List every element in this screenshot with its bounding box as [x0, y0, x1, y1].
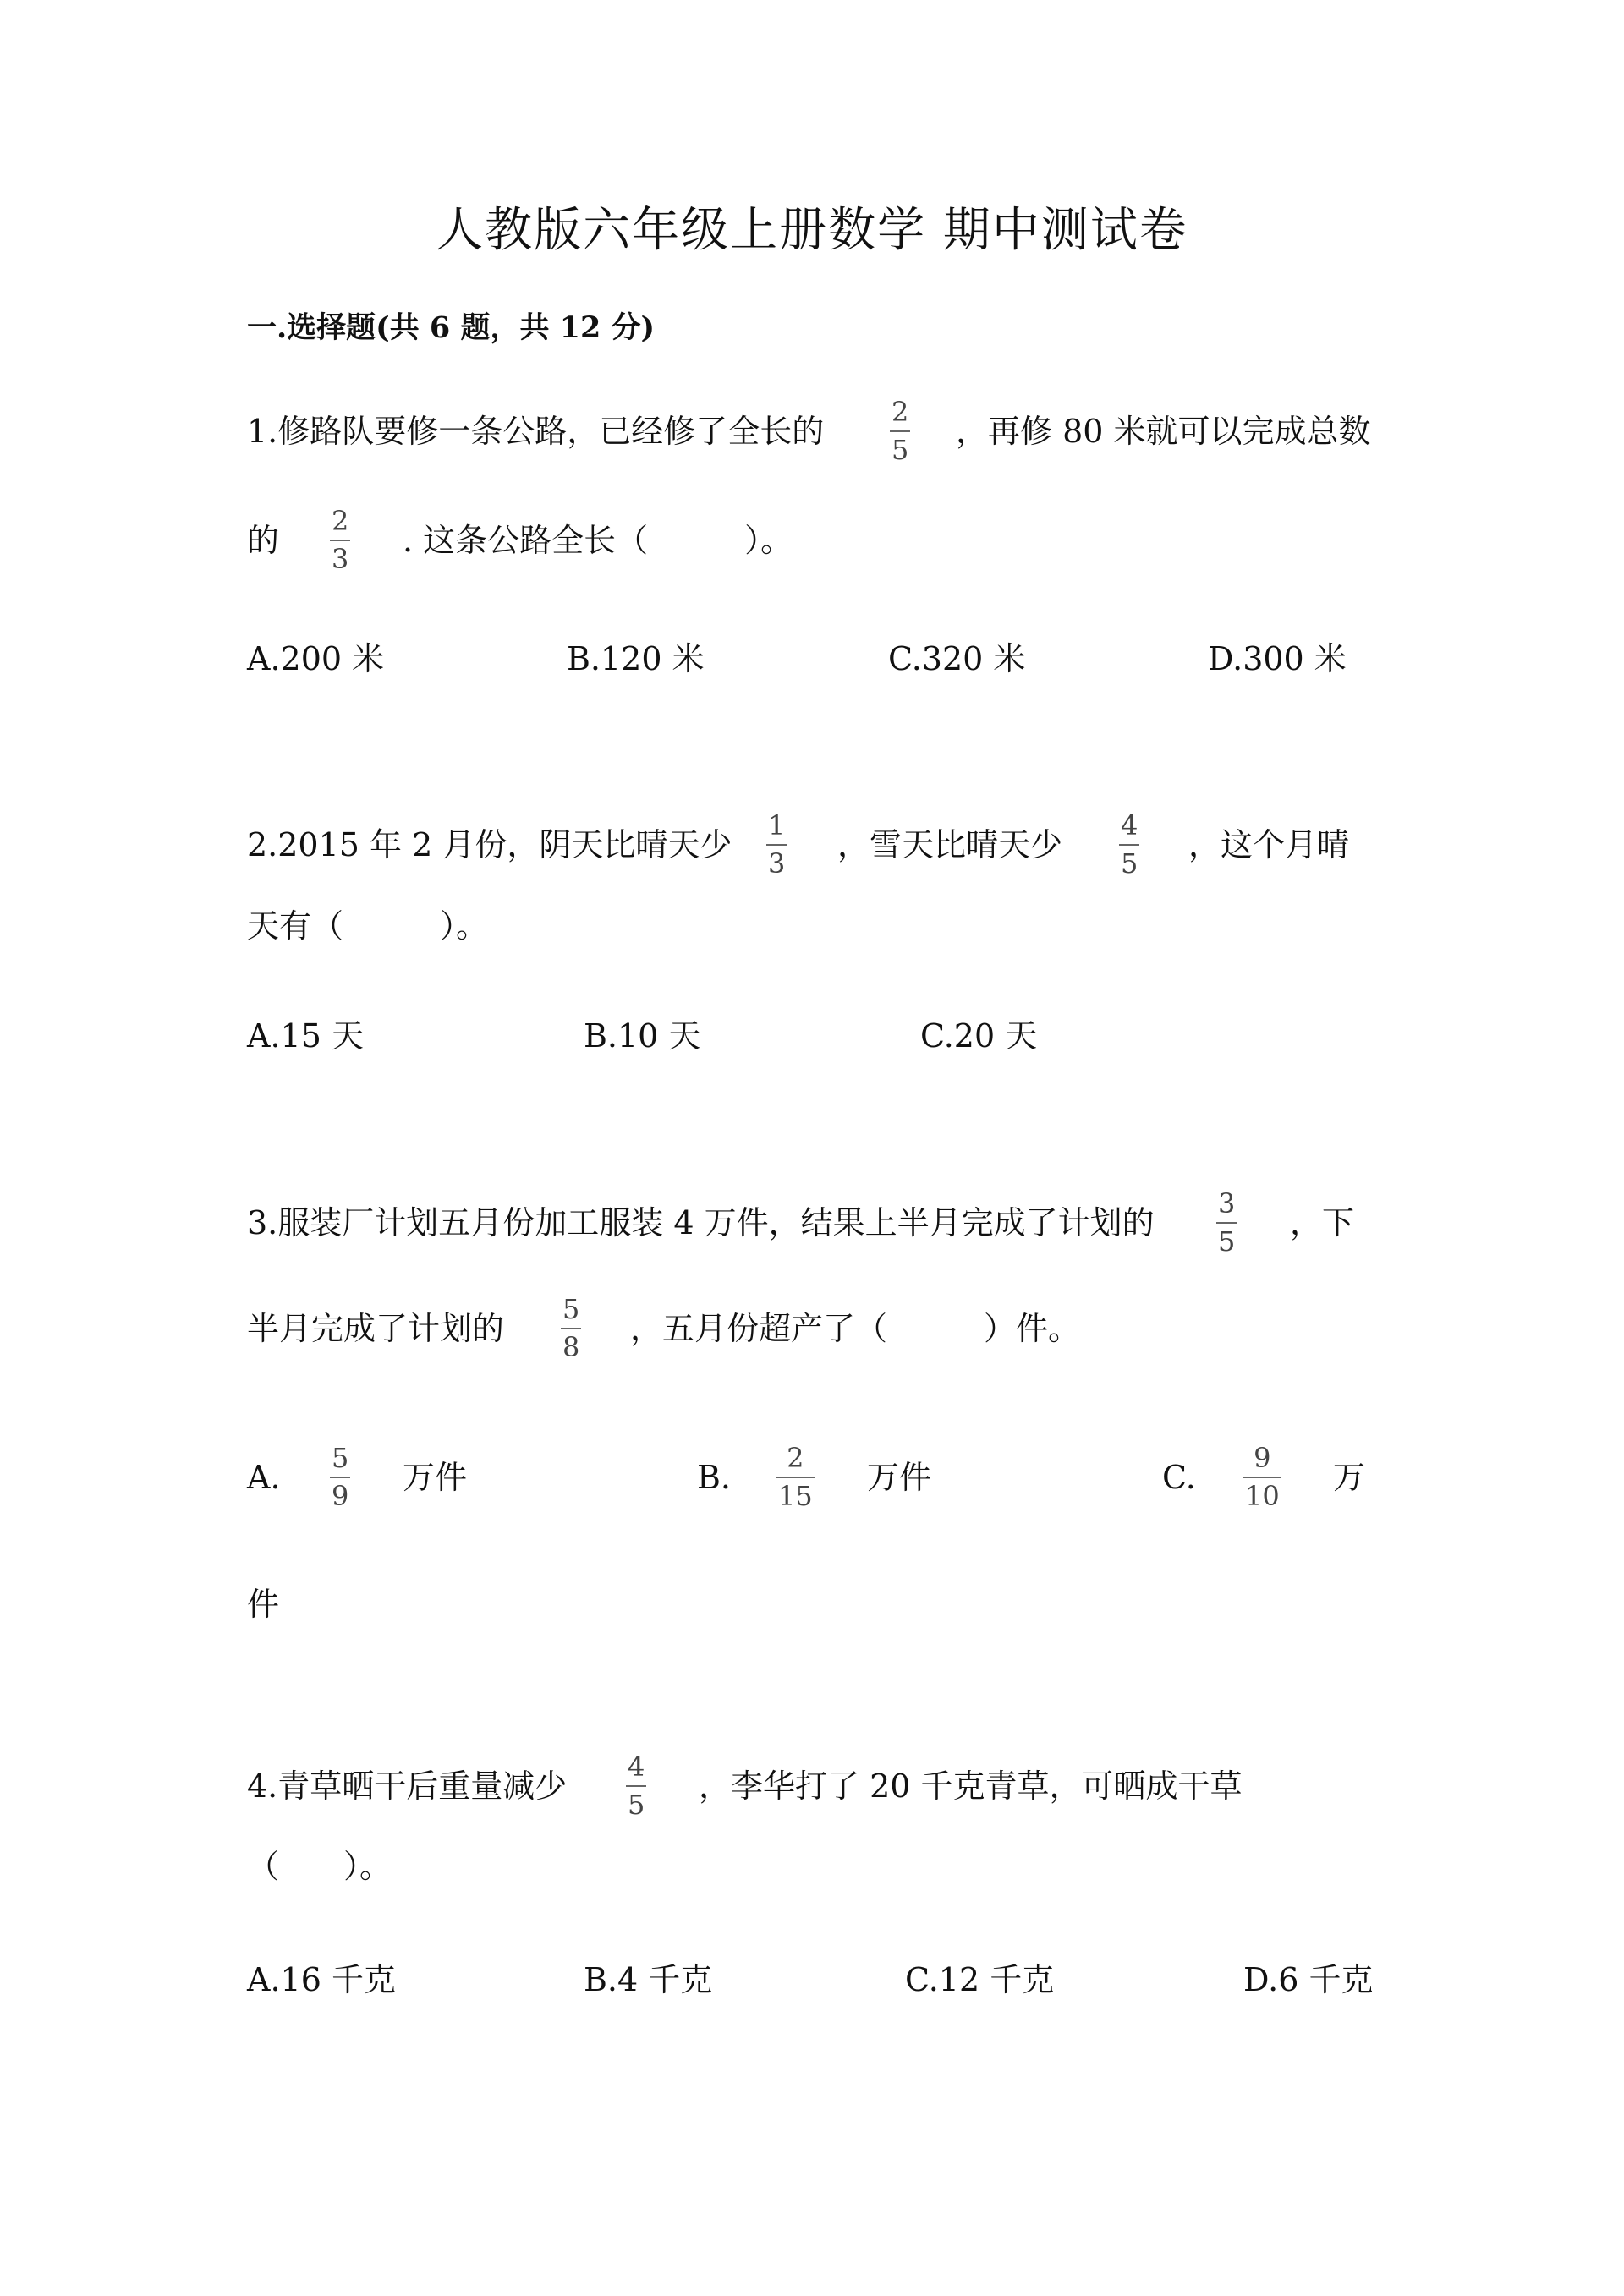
q3-option-b-fraction	[776, 1444, 815, 1510]
q1-text-line2-end: . 这条公路全长（ ）。	[403, 522, 793, 559]
fraction-bar	[330, 540, 350, 541]
q1-option-a: A.200 米	[247, 640, 385, 677]
q4-fraction-1	[626, 1751, 646, 1821]
fraction-bar	[561, 1328, 581, 1329]
numerator: 2	[892, 396, 909, 428]
q3-text-line2-start: 半月完成了计划的	[247, 1310, 505, 1347]
denominator: 3	[332, 543, 349, 575]
numerator: 2	[332, 505, 349, 537]
q2-option-b: B.10 天	[584, 1017, 701, 1055]
q3-option-c-unit-wrap: 件	[247, 1586, 280, 1623]
q4-option-b: B.4 千克	[584, 1961, 713, 1998]
q4-option-a: A.16 千克	[247, 1961, 396, 1998]
q4-option-c: C.12 千克	[905, 1961, 1055, 1998]
q3-option-b-unit: 万件	[867, 1459, 932, 1496]
q1-option-b: B.120 米	[567, 640, 705, 677]
q2-fraction-1	[766, 809, 787, 879]
denominator: 10	[1245, 1480, 1280, 1512]
denominator: 5	[1121, 847, 1138, 879]
q3-text-line1: 3.服装厂计划五月份加工服装 4 万件，结果上半月完成了计划的	[247, 1204, 1155, 1241]
q1-fraction-2	[330, 507, 350, 573]
denominator: 9	[332, 1480, 349, 1512]
numerator: 1	[768, 809, 786, 841]
numerator: 3	[1218, 1187, 1236, 1219]
q1-text-line1: 1.修路队要修一条公路，已经修了全长的	[247, 413, 825, 450]
denominator: 5	[892, 434, 909, 466]
denominator: 8	[562, 1331, 580, 1363]
q2-fraction-2	[1119, 809, 1139, 879]
fraction-bar	[1216, 1222, 1237, 1224]
q3-fraction-1	[1216, 1187, 1237, 1258]
q2-text-line2: 天有（ ）。	[247, 907, 489, 945]
fraction-bar	[776, 1477, 815, 1478]
q2-text-line1: 2.2015 年 2 月份，阴天比晴天少	[247, 826, 732, 863]
q2-option-c: C.20 天	[920, 1017, 1038, 1055]
fraction-bar	[626, 1785, 646, 1787]
q3-text-line1-end: ，下	[1290, 1204, 1355, 1241]
page-title: 人教版六年级上册数学 期中测试卷	[436, 203, 1188, 258]
q3-option-a-fraction	[330, 1444, 350, 1510]
q1-fraction-1	[890, 396, 910, 466]
q3-option-a-unit: 万件	[403, 1459, 468, 1496]
q4-option-d: D.6 千克	[1243, 1961, 1374, 1998]
numerator: 2	[787, 1442, 804, 1474]
section-heading: 一.选择题(共 6 题，共 12 分)	[247, 310, 656, 345]
q3-option-c-fraction	[1243, 1444, 1281, 1510]
q3-option-a-prefix: A.	[247, 1459, 281, 1496]
numerator: 5	[332, 1442, 349, 1474]
fraction-bar	[1243, 1477, 1281, 1478]
denominator: 3	[768, 847, 786, 879]
q3-fraction-2	[561, 1293, 581, 1363]
q2-text-line1-mid: ，雪天比晴天少	[837, 826, 1063, 863]
q1-option-d: D.300 米	[1208, 640, 1347, 677]
q3-text-line2-end: ，五月份超产了（ ）件。	[630, 1310, 1081, 1347]
fraction-bar	[1119, 844, 1139, 846]
numerator: 4	[628, 1751, 645, 1783]
q4-text-line1: 4.青草晒干后重量减少	[247, 1767, 568, 1805]
fraction-bar	[330, 1477, 350, 1478]
q4-text-line2: （ ）。	[247, 1848, 392, 1885]
numerator: 5	[562, 1293, 580, 1325]
q1-text-line2-start: 的	[247, 522, 280, 559]
fraction-bar	[890, 430, 910, 432]
q2-option-a: A.15 天	[247, 1017, 364, 1055]
fraction-bar	[766, 844, 787, 846]
q3-option-b-prefix: B.	[697, 1459, 732, 1496]
denominator: 5	[1218, 1225, 1236, 1258]
q1-option-c: C.320 米	[888, 640, 1026, 677]
numerator: 4	[1121, 809, 1138, 841]
q4-text-line1-end: ，李华打了 20 千克青草，可晒成干草	[699, 1767, 1243, 1805]
q3-option-c-prefix: C.	[1162, 1459, 1196, 1496]
numerator: 9	[1254, 1442, 1271, 1474]
q2-text-line1-end: ，这个月晴	[1188, 826, 1350, 863]
q3-option-c-unit: 万	[1333, 1459, 1366, 1496]
q1-text-line1-cont: ，再修 80 米就可以完成总数	[956, 413, 1371, 450]
denominator: 15	[778, 1480, 813, 1512]
denominator: 5	[628, 1789, 645, 1821]
